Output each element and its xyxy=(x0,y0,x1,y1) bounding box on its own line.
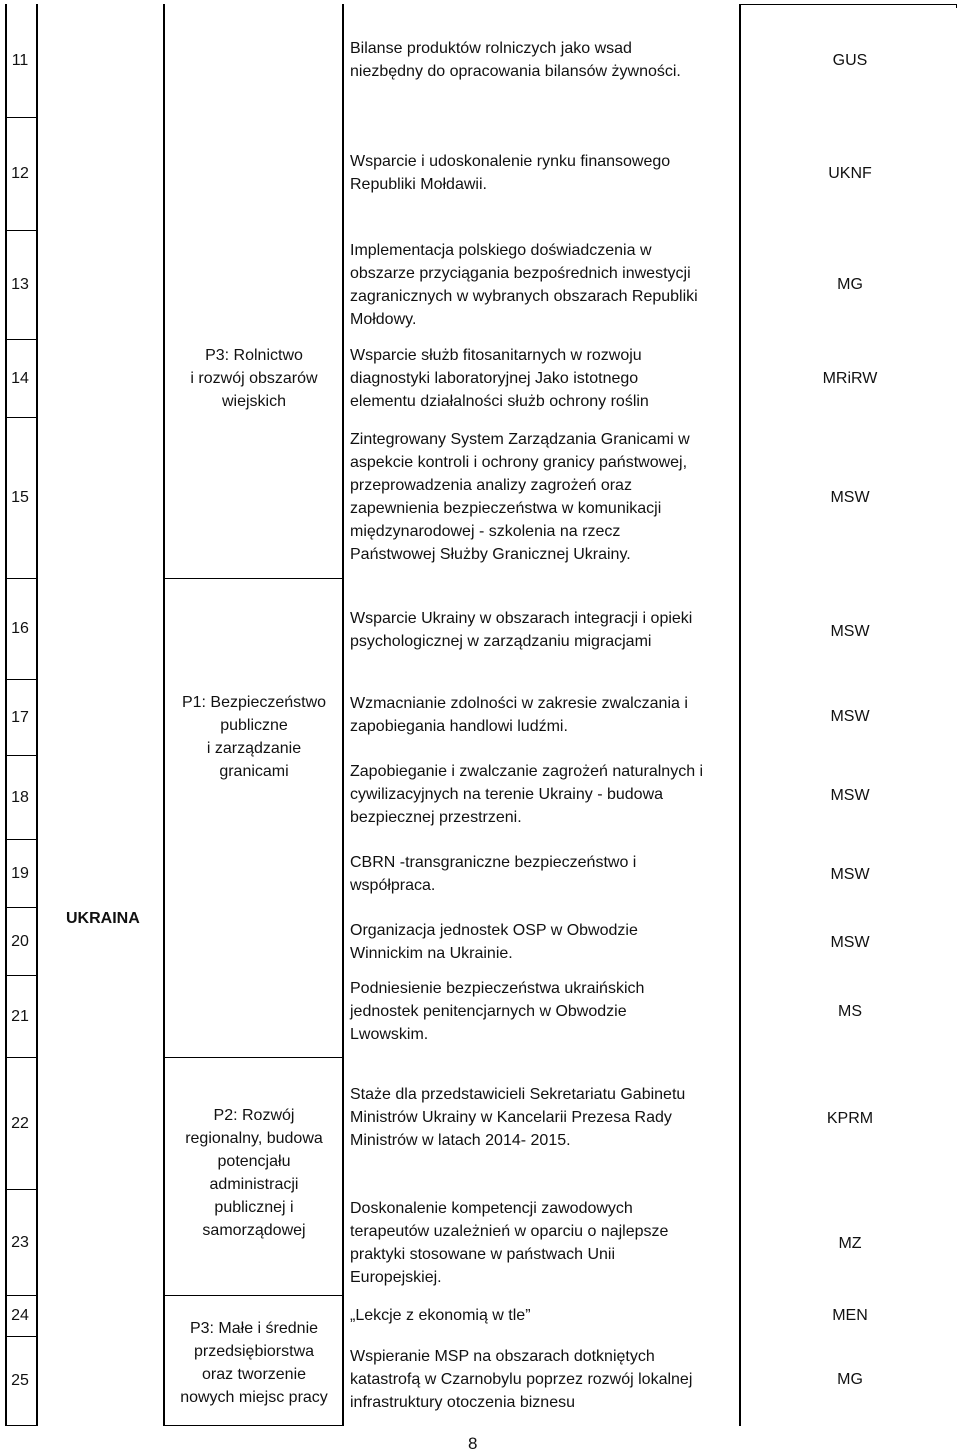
project-description: Wspieranie MSP na obszarach dotkniętych katastrofą w Czarnobylu poprzez rozwój lokalnej infrastruktury otoczenia biznesu xyxy=(350,1348,693,1411)
country-label: UKRAINA xyxy=(66,910,140,927)
project-description: Implementacja polskiego doświadczenia w obszarze przyciągania bezpośrednich inwestycji zagranicznych w wybranych obszarach Republiki Mołdowy. xyxy=(350,242,698,328)
project-description: Bilanse produktów rolniczych jako wsad niezbędny do opracowania bilansów żywności. xyxy=(350,40,681,80)
institution-code: MS xyxy=(838,1002,862,1020)
page-number: 8 xyxy=(468,1434,478,1453)
program-divider xyxy=(163,1057,343,1058)
institution-code: MSW xyxy=(830,786,870,804)
project-description: Wzmacnianie zdolności w zakresie zwalczania i zapobiegania handlowi ludźmi. xyxy=(350,695,688,735)
project-description: Organizacja jednostek OSP w Obwodzie Winnickim na Ukrainie. xyxy=(350,922,638,962)
column-divider xyxy=(163,4,165,1426)
institution-code: MRiRW xyxy=(822,369,878,387)
row-number: 14 xyxy=(11,369,29,387)
institution-code: MSW xyxy=(830,707,870,725)
institution-code: UKNF xyxy=(828,165,872,182)
row-number: 22 xyxy=(11,1114,29,1132)
row-number: 20 xyxy=(11,932,29,950)
program-divider xyxy=(163,1295,343,1296)
project-description: Wsparcie służb fitosanitarnych w rozwoju diagnostyki laboratoryjnej Jako istotnego elementu działalności służb ochrony roślin xyxy=(350,347,649,410)
row-number: 19 xyxy=(11,864,29,882)
institution-code: MSW xyxy=(830,622,870,640)
program-label-p2-regional: P2: Rozwój regionalny, budowa potencjału administracji publicznej i samorządowej xyxy=(185,1106,323,1239)
institution-code: MZ xyxy=(838,1234,862,1252)
project-description: Zintegrowany System Zarządzania Granicami w aspekcie kontroli i ochrony granicy państwowej, przeprowadzenia analizy zagrożeń oraz zapewnienia bezpieczeństwa w komunikacji międzynarodowej - szkolenia na rzecz Państwowej Służby Granicznej Ukrainy. xyxy=(350,431,690,563)
row-number: 13 xyxy=(11,276,29,293)
row-number: 23 xyxy=(11,1233,29,1251)
program-divider xyxy=(163,578,343,579)
project-description: Wsparcie Ukrainy w obszarach integracji i opieki psychologicznej w zarządzaniu migracjami xyxy=(350,610,693,650)
institution-code: MG xyxy=(837,1370,863,1388)
program-divider xyxy=(163,1425,343,1426)
project-description: „Lekcje z ekonomią w tle” xyxy=(350,1306,531,1324)
column-divider xyxy=(739,4,741,1426)
column-divider xyxy=(36,4,38,1426)
institution-code: MEN xyxy=(832,1306,868,1324)
row-number: 17 xyxy=(11,708,29,726)
institution-code: GUS xyxy=(832,52,868,69)
institution-code: MSW xyxy=(830,489,870,506)
program-label-p1-security: P1: Bezpieczeństwo publiczne i zarządzanie granicami xyxy=(181,694,327,780)
column-divider xyxy=(342,4,344,1426)
table-border-left xyxy=(5,4,7,1426)
institution-code: MG xyxy=(837,276,863,293)
row-number: 25 xyxy=(11,1372,29,1389)
row-number: 21 xyxy=(11,1007,29,1025)
row-number: 15 xyxy=(11,489,29,506)
institution-code: KPRM xyxy=(826,1109,874,1127)
institution-code: MSW xyxy=(830,865,870,883)
row-number: 12 xyxy=(11,165,29,182)
row-number: 11 xyxy=(11,52,29,69)
row-number: 16 xyxy=(11,620,29,637)
row-number: 18 xyxy=(11,788,29,806)
row-number: 24 xyxy=(11,1307,29,1324)
project-description: Wsparcie i udoskonalenie rynku finansowego Republiki Mołdawii. xyxy=(350,153,671,193)
project-description: Podniesienie bezpieczeństwa ukraińskich jednostek penitencjarnych w Obwodzie Lwowskim. xyxy=(350,980,645,1043)
project-description: CBRN -transgraniczne bezpieczeństwo i współpraca. xyxy=(350,854,637,894)
table-border-bottom xyxy=(5,1425,37,1426)
institution-code: MSW xyxy=(830,933,870,951)
program-label-p3-rural: P3: Rolnictwo i rozwój obszarów wiejskich xyxy=(190,346,318,410)
project-description: Doskonalenie kompetencji zawodowych terapeutów uzależnień w oparciu o najlepsze praktyki stosowane w państwach Unii Europejskiej. xyxy=(350,1200,669,1286)
project-description: Zapobieganie i zwalczanie zagrożeń naturalnych i cywilizacyjnych na terenie Ukrainy - budowa bezpiecznej przestrzeni. xyxy=(350,763,704,826)
project-description: Staże dla przedstawicieli Sekretariatu Gabinetu Ministrów Ukrainy w Kancelarii Prezesa Rady Ministrów w latach 2014- 2015. xyxy=(350,1086,686,1149)
program-label-p3-sme: P3: Małe i średnie przedsiębiorstwa oraz tworzenie nowych miejsc pracy xyxy=(180,1320,328,1406)
